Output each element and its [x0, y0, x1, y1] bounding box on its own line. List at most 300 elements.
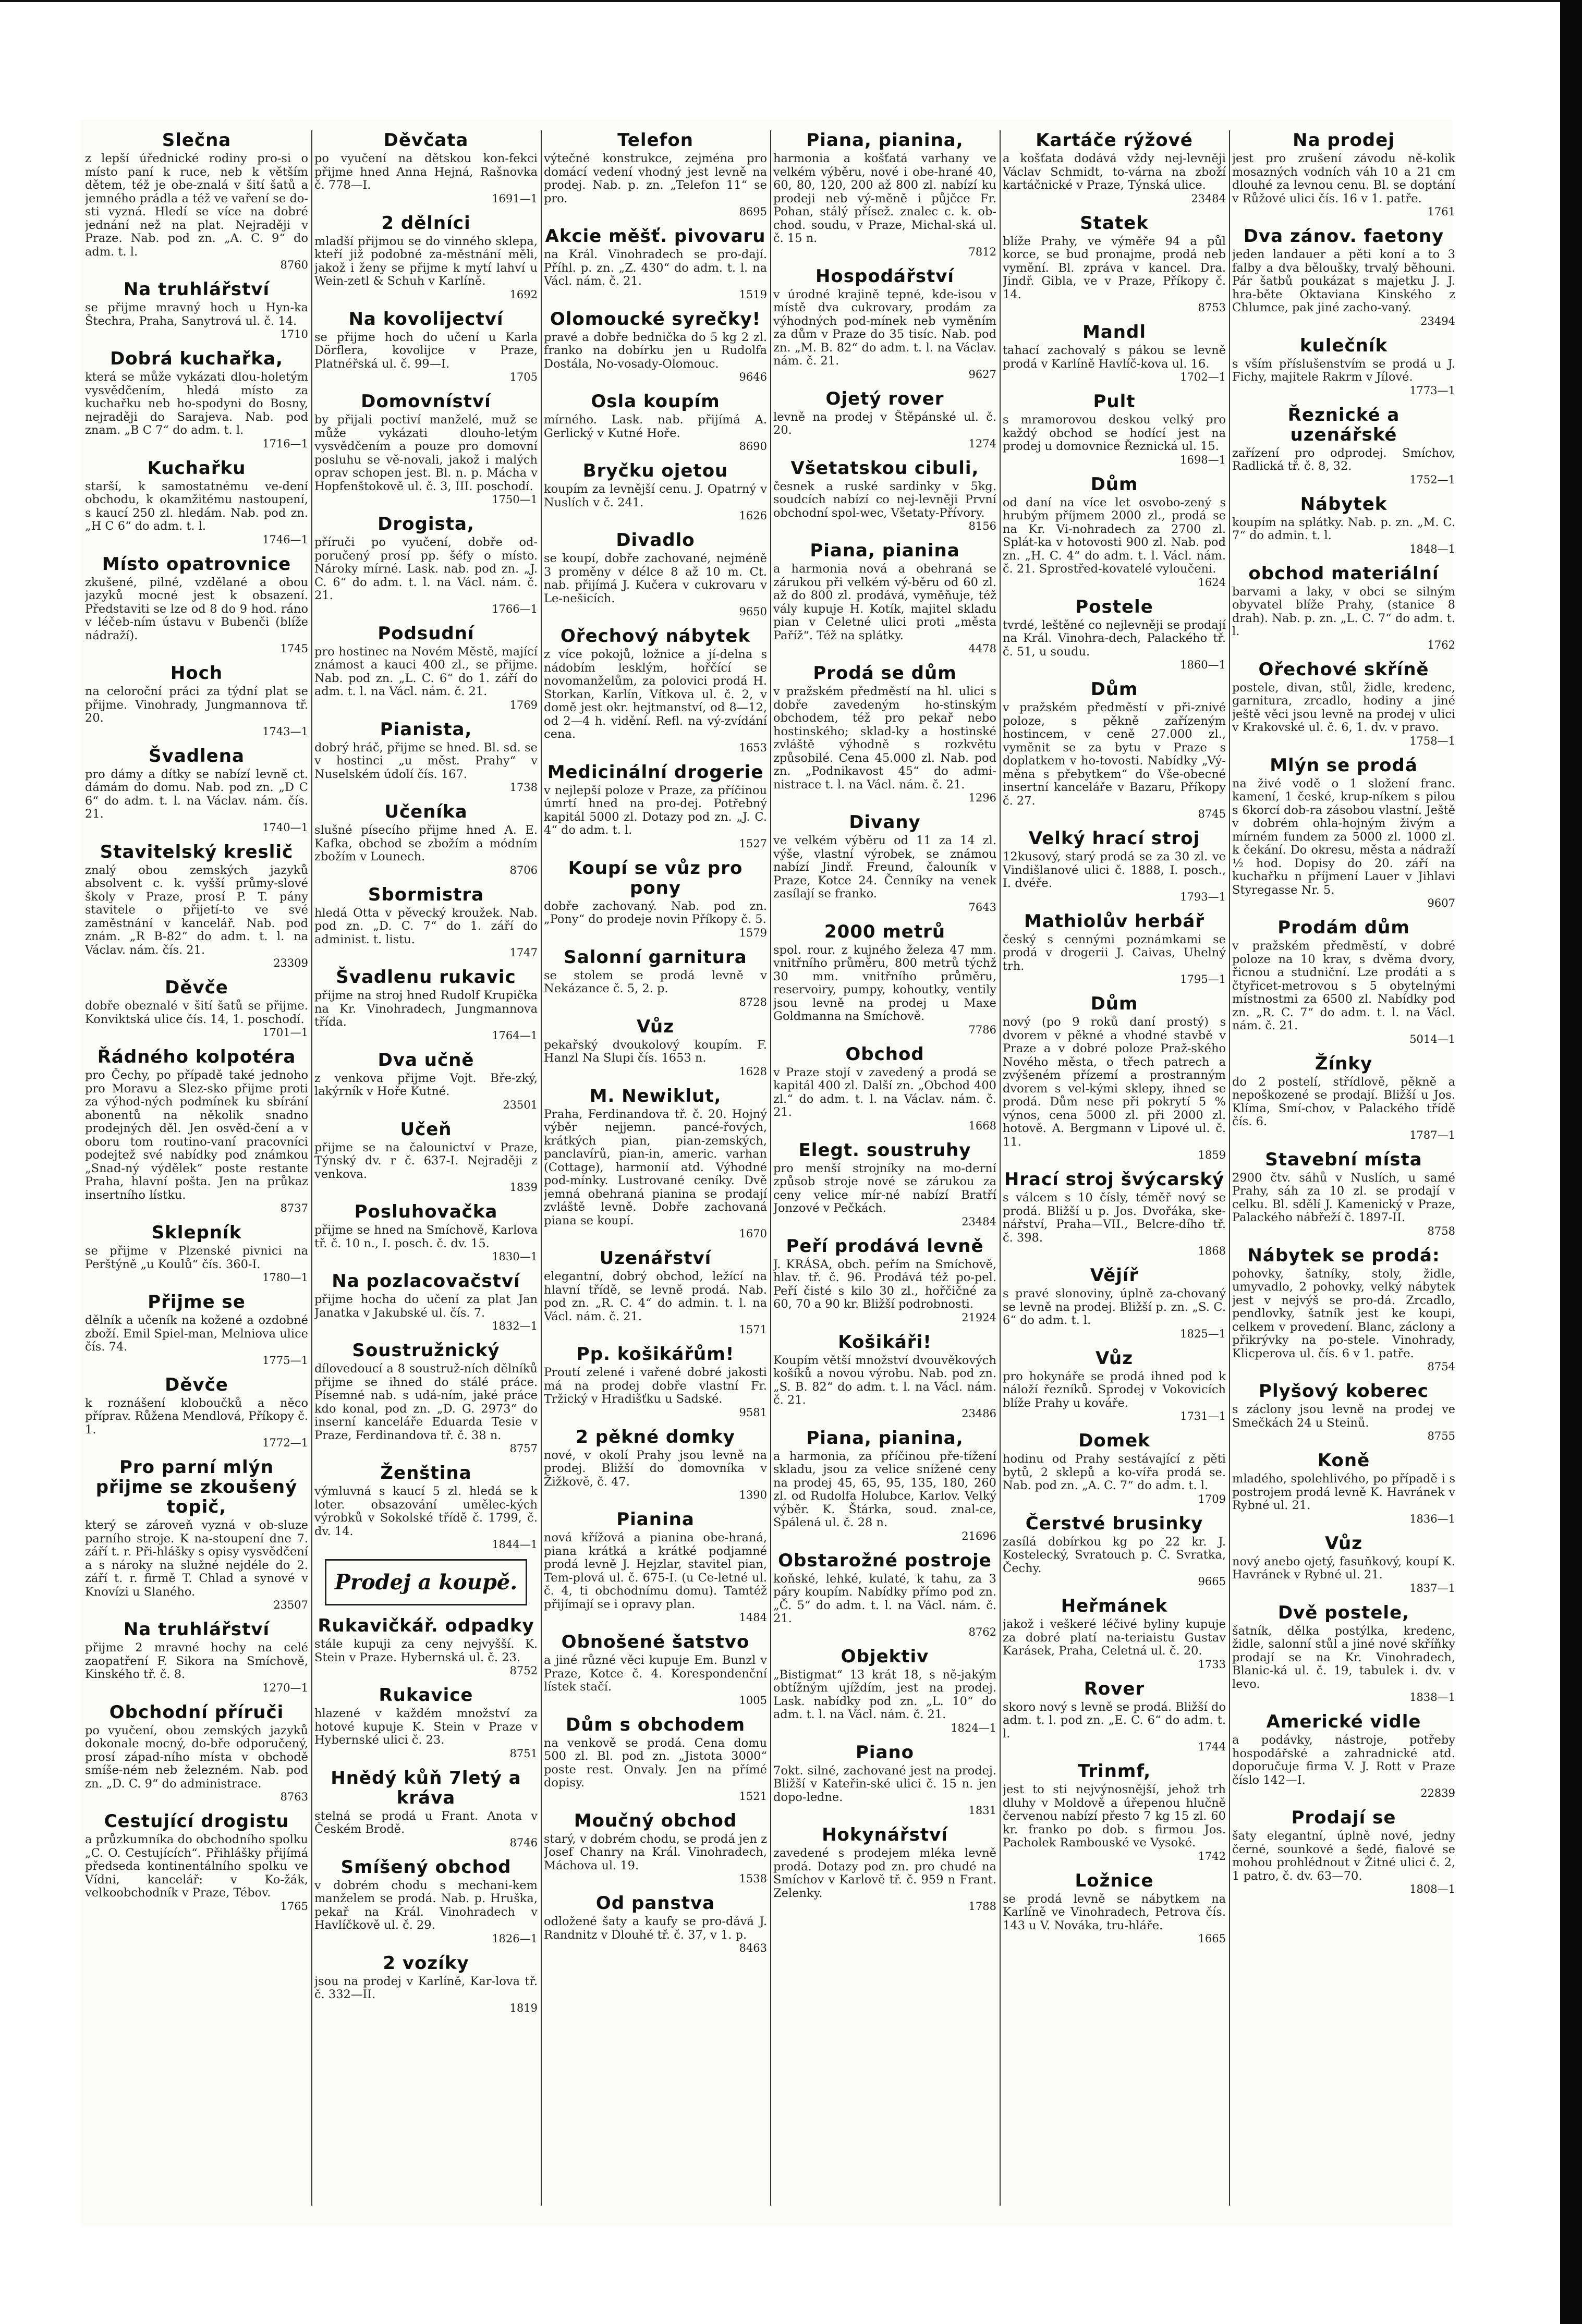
ad-reference-number: 21696 — [962, 1529, 996, 1542]
ad-reference-number: 8755 — [1427, 1430, 1455, 1442]
ad-column-2 — [314, 130, 538, 2216]
ad-reference-number: 1274 — [968, 437, 996, 450]
ad-title: Na kovolijectví — [348, 308, 504, 330]
classified-ad — [314, 624, 538, 711]
ad-text: a podávky, nástroje, potřeby hospodářské a zahradnické atd. doporučuje firma V. J. Rott v Praze číslo 142—I. — [1232, 1733, 1455, 1787]
ad-title: Mandl — [1082, 322, 1146, 343]
ad-title: Medicinální drogerie — [547, 761, 764, 783]
ad-reference-number: 23309 — [273, 957, 308, 969]
ad-reference-number: 1839 — [509, 1181, 538, 1194]
ad-title: Děvče — [165, 1374, 228, 1395]
ad-title: Hoch — [170, 663, 223, 684]
ad-text: hlazené v každém množství za hotové kupuje K. Stein v Praze v Hybernské ulici č. 23. — [314, 1707, 538, 1747]
top-edge-rule — [0, 0, 1582, 2]
ad-title: Dům — [1090, 679, 1138, 700]
classified-ad — [773, 266, 996, 381]
ad-text: v pražském předměstí v při-znivé poloze, s pěkně zařízeným hostincem, v ceně 27.000 zl., vyměnit se za bytu v Praze s doplatkem v ho-tovosti. Nabídky „Vý-měna s přebytkem“ do Vše-obecné insertní kanceláře v Bazaru, Příkopy č. 27. — [1003, 701, 1226, 808]
ad-reference-number: 5014—1 — [1409, 1032, 1455, 1045]
classified-ad — [773, 1332, 996, 1420]
ad-title: Ženština — [380, 1463, 472, 1483]
ad-title: Hospodářství — [815, 265, 955, 287]
classified-ad — [1232, 494, 1455, 555]
ad-reference-number: 1795—1 — [1180, 973, 1226, 985]
ad-text: harmonia a košťatá varhany ve velkém výběru, nové i obe-hrané 40, 60, 80, 120, 200 až 800 zl. nabízí ku prodeji neb vý-měně i půjčce Fr. Pohan, stálý přísež. znalec c. k. ob-chod. soudu, v Praze, Michal-ská ul. č. 15 n. — [773, 152, 996, 245]
classified-ad — [1232, 1534, 1455, 1595]
classified-ad — [1232, 756, 1455, 910]
ad-reference-number: 1837—1 — [1409, 1581, 1455, 1595]
ad-text: v nejlepší poloze v Praze, za příčinou úmrtí hned na pro-dej. Potřebný kapitál 5000 zl. Dotazy pod zn. „J. C. 4“ do adm. t. l. — [544, 783, 767, 837]
ad-reference-number: 8690 — [739, 440, 767, 453]
ad-text: 7okt. silné, zachované jest na prodej. Bližší v Kateřin-ské ulici č. 15 n. jen dopo-ledne. — [773, 1763, 996, 1804]
classified-ad — [314, 1463, 538, 1551]
classified-ad — [544, 1086, 767, 1240]
ad-title: Mathiolův herbář — [1024, 910, 1205, 932]
classified-ad — [1232, 1054, 1455, 1141]
ad-reference-number: 1698—1 — [1180, 453, 1226, 466]
ad-text: Proutí zelené i vařené dobré jakosti má na prodej dobře vlastní Fr. Tržický v Hradišťku u Sadské. — [544, 1366, 767, 1406]
ad-title: Pianista, — [380, 719, 472, 740]
classified-ad — [773, 458, 996, 533]
classified-ad — [314, 1050, 538, 1111]
ad-text: s mramorovou deskou velký pro každý obchod se hodící jest na prodej u domovnice Řeznická ul. 15. — [1003, 413, 1226, 453]
ad-title: Prodám dům — [1277, 917, 1410, 938]
ad-reference-number: 8695 — [739, 205, 767, 218]
classified-ad — [544, 392, 767, 453]
ad-reference-number: 23484 — [1191, 192, 1226, 205]
ad-title: Posluhovačka — [354, 1201, 498, 1222]
ad-text: dílovedoucí a 8 soustruž-ních dělníků přijme se ihned do stálé práce. Písemné nab. s udá-ním, jaké práce kdo konal, pod zn. „D. G. 2973“ do inserní kanceláře Eduarda Tesie v Praze, Ferdinandova tř. č. 38 n. — [314, 1362, 538, 1442]
classified-ad — [85, 978, 308, 1039]
classified-ad — [544, 1811, 767, 1885]
ad-title: Prodá se dům — [813, 663, 957, 684]
ad-reference-number: 9607 — [1427, 897, 1455, 909]
ad-text: český s cennými poznámkami se prodá v drogerii J. Caivas, Uhelný trh. — [1003, 932, 1226, 973]
classified-ad — [1003, 322, 1226, 383]
ad-title: Cestující drogistu — [104, 1811, 289, 1832]
classified-ad — [314, 1202, 538, 1263]
ad-text: výmluvná s kaucí 5 zl. hledá se k loter. obsazování umělec-kých výrobků v Sokolské třídě č. 1799, č. dv. 14. — [314, 1485, 538, 1538]
ad-title: Salonní garnitura — [564, 946, 747, 968]
ad-title: Švadlenu rukavic — [336, 967, 516, 988]
ad-title: 2 vozíky — [383, 1952, 469, 1974]
ad-reference-number: 1788 — [968, 1900, 996, 1913]
ad-reference-number: 1832—1 — [492, 1320, 538, 1332]
ad-title: kulečník — [1299, 335, 1388, 356]
classified-ad — [773, 1825, 996, 1913]
ad-text: pro Čechy, po případě také jednoho pro Moravu a Slez-sko přijme proti za výhod-ných podmínek ku sbírání abonentů na několik snadno prodejných děl. Jen osvěd-čení a v oboru tom routino-vaní pracovníci podejtež své nabídky pod známkou „Snad-ný výdělek“ poste restante Praha, hlavní pošta. Jen na průkaz insertního lístku. — [85, 1068, 308, 1202]
ad-text: koňské, lehké, kulaté, k tahu, za 3 páry koupím. Nabídky přímo pod zn. „Č. 5“ do adm. t. l. na Václ. nám. č. 21. — [773, 1572, 996, 1625]
classified-ad — [544, 309, 767, 384]
ad-text: přijme 2 mravné hochy na celé zaopatření F. Sikora na Smíchově, Kinského tř. č. 8. — [85, 1641, 308, 1681]
classified-ad — [1232, 1246, 1455, 1373]
classified-ad — [773, 922, 996, 1036]
classified-ad — [1232, 336, 1455, 397]
ad-title: Vůz — [636, 1016, 675, 1037]
ad-text: se přijme v Plzenské pivnici na Perštýně „u Koulů“ čís. 360-I. — [85, 1244, 308, 1271]
ad-title: Děvčata — [383, 130, 469, 151]
ad-title: Pult — [1093, 391, 1136, 412]
ad-text: která se může vykázati dlou-holetým vysvědčením, hledá místo za kuchařku neb ho-spodyni do Bosny, nejraději do Sarajeva. Nab. pod znam. „B C 7“ do adm. t. l. — [85, 370, 308, 437]
classified-ad — [314, 309, 538, 384]
ad-reference-number: 1746—1 — [262, 533, 308, 546]
ad-title: Americké vidle — [1266, 1711, 1421, 1732]
ad-title: 2000 metrů — [824, 921, 946, 942]
ad-text: 12kusový, starý prodá se za 30 zl. ve Vindišlanové ulici č. 1888, I. posch., I. dvéře. — [1003, 850, 1226, 890]
ad-reference-number: 1701—1 — [262, 1026, 308, 1039]
ad-title: Heřmánek — [1061, 1596, 1168, 1616]
ad-reference-number: 7812 — [968, 245, 996, 258]
ad-text: s záclony jsou levně na prodej ve Smečkách 24 u Steinů. — [1232, 1403, 1455, 1430]
ad-text: skoro nový s levně se prodá. Bližší do adm. t. l. pod zn. „E. C. 6“ do adm. t. l. — [1003, 1700, 1226, 1741]
ad-title: Stavitelský kreslič — [100, 841, 294, 862]
ad-title: Vějíř — [1090, 1265, 1139, 1286]
ad-text: mírného. Lask. nab. přijímá A. Gerlický v Kutné Hoře. — [544, 413, 767, 440]
ad-title: Dům — [1090, 473, 1138, 495]
ad-reference-number: 1691—1 — [492, 192, 538, 205]
ad-text: levně na prodej v Štěpánské ul. č. 20. — [773, 410, 996, 437]
ad-text: dobře obeznalé v šití šatů se přijme. Konviktská ulice čís. 14, 1. poschodí. — [85, 999, 308, 1026]
column-divider — [1000, 130, 1001, 2206]
classified-ad — [544, 530, 767, 618]
ad-text: se stolem se prodá levně v Nekázance č. 5, 2. p. — [544, 968, 767, 995]
ad-text: dobře zachovaný. Nab. pod zn. „Pony“ do prodeje novin Příkopy č. 5. — [544, 899, 767, 926]
ad-text: jest to sti nejvýnosnější, jehož trh dluhy v Moldově a úřepenou hlučně červenou nabízí přesto 7 kg 15 zl. 60 kr. franko po dob. s firmou Jos. Pacholek Rambouské ve Vysoké. — [1003, 1783, 1226, 1850]
ad-text: po vyučení na dětskou kon-fekci přijme hned Anna Hejná, Rašnovka č. 778—I. — [314, 152, 538, 192]
ad-reference-number: 1626 — [739, 509, 767, 522]
ad-text: tvrdé, leštěné co nejlevněji se prodají na Král. Vinohra-dech, Palackého tř. č. 51, u soudu. — [1003, 618, 1226, 659]
ad-title: Dva zánov. faetony — [1243, 226, 1444, 247]
classified-ad — [1232, 1808, 1455, 1895]
classified-ad — [1003, 597, 1226, 672]
ad-reference-number: 1769 — [509, 698, 538, 711]
ad-title: Učeníka — [384, 801, 468, 822]
classified-ad — [314, 514, 538, 615]
classified-ad — [544, 1248, 767, 1336]
ad-text: koupím za levnější cenu. J. Opatrný v Nuslích v č. 241. — [544, 482, 767, 509]
ad-reference-number: 1838—1 — [1409, 1691, 1455, 1704]
ad-text: na venkově se prodá. Cena domu 500 zl. Bl. pod zn. „Jistota 3000“ poste rest. Onvaly. Jen na přímé dopisy. — [544, 1736, 767, 1790]
ad-text: dobrý hráč, přijme se hned. Bl. sd. se v hostinci „u měst. Prahy“ v Nuselském údolí čís. 167. — [314, 740, 538, 781]
classified-ad — [773, 1140, 996, 1228]
classified-ad — [314, 1768, 538, 1849]
classified-ad — [85, 130, 308, 271]
ad-reference-number: 1750—1 — [492, 493, 538, 506]
ad-text: z lepší úřednické rodiny pro-si o místo paní k ruce, neb k větším dětem, též je obe-znalá v šití šatů a jemného prádla a též ve vaření se do-sti vyzná. Hledí se více na dobré jednání než na plat. Nejraději v Praze. Nab. pod zn. „A. C. 9“ do adm. t. l. — [85, 152, 308, 259]
classified-ad — [1232, 564, 1455, 651]
classified-ad — [1003, 1431, 1226, 1505]
ad-title: Místo opatrovnice — [102, 553, 291, 575]
classified-ad — [1003, 130, 1226, 205]
classified-ad — [773, 541, 996, 655]
ad-reference-number: 1740—1 — [262, 821, 308, 834]
ad-reference-number: 8753 — [1198, 301, 1226, 314]
ad-title: Na prodej — [1293, 130, 1395, 151]
ad-title: Pianina — [616, 1509, 695, 1530]
classified-ad — [314, 1120, 538, 1194]
ad-reference-number: 1819 — [509, 2001, 538, 2014]
ad-text: v dobrém chodu s mechani-kem manželem se prodá. Nab. p. Hruška, pekař na Král. Vinohradech v Havlíčkově ul. č. 29. — [314, 1878, 538, 1932]
ad-reference-number: 1628 — [739, 1065, 767, 1078]
ad-text: 2900 čtv. sáhů v Nuslích, u samé Prahy, sáh za 10 zl. se prodají v celku. Bl. sdělí J. Kamenický v Praze, Palackého nábřeží č. 1897-II. — [1232, 1171, 1455, 1224]
classified-ad — [314, 802, 538, 877]
ad-text: stále kupuji za ceny nejvyšší. K. Stein v Praze. Hybernská ul. č. 23. — [314, 1637, 538, 1664]
ad-text: který se zároveň vyzná v ob-sluze parního stroje. K na-stoupení dne 7. září t. r. Při-hlášky s opisy vysvědčení a s nároky na služné nejdéle do 2. září t. r. firmě T. Chlad a synové v Knovízi u Slaného. — [85, 1518, 308, 1599]
classified-ad — [1003, 829, 1226, 903]
column-divider — [541, 130, 542, 2206]
ad-reference-number: 1868 — [1198, 1245, 1226, 1257]
classified-ad — [773, 812, 996, 914]
ad-column-3 — [544, 130, 767, 2216]
ad-title: Akcie měšť. pivovaru — [545, 226, 766, 247]
ad-text: do 2 postelí, střídlově, pěkně a nepoškozené se prodají. Bližší u Jos. Klíma, Smí-chov, v Palackého třídě čís. 6. — [1232, 1075, 1455, 1128]
ad-text: spol. rour. z kujného železa 47 mm. vnitřního průměru, 800 metrů týchž 30 mm. vnitřního průměru, reservoiry, pumpy, kohoutky, ventily jsou levně na prodej u Maxe Goldmanna na Smíchově. — [773, 943, 996, 1023]
classified-ad — [1003, 1348, 1226, 1423]
ad-title: Nábytek se prodá: — [1247, 1245, 1440, 1266]
classified-ad — [544, 130, 767, 218]
ad-text: slušné písecího přijme hned A. E. Kafka, obchod se zbožím a módním zbožím v Lounech. — [314, 823, 538, 863]
ad-reference-number: 1826—1 — [492, 1932, 538, 1945]
ad-reference-number: 9627 — [968, 368, 996, 381]
ad-title: Hokynářství — [822, 1824, 948, 1845]
ad-title: Moučný obchod — [574, 1810, 737, 1831]
ad-text: jeden landauer a pěti koní a to 3 falby a dva běloušky, trvalý běhouni. Pár šatbů poukázat s majetku J. J. hra-běte Oktaviana Kinského z Chlumce, pak jiné zacho-vaný. — [1232, 248, 1455, 314]
ad-text: s pravé slonoviny, úplně za-chovaný se levně na prodej. Bližší p. zn. „S. C. 6“ do adm. t. l. — [1003, 1287, 1226, 1327]
classified-ad — [544, 947, 767, 1008]
ad-title: Ložnice — [1075, 1870, 1154, 1891]
ad-text: příruči po vyučení, dobře od-poručený prosí pp. šéfy o místo. Nároky mírné. Lask. nab. pod zn. „J. C. 6“ do adm. t. l. na Václ. nám. č. 21. — [314, 536, 538, 602]
ad-text: dělník a učeník na kožené a ozdobné zboží. Emil Spiel-man, Melniova ulice čís. 74. — [85, 1313, 308, 1354]
ad-reference-number: 1758—1 — [1409, 734, 1455, 747]
ad-text: přijme se na čalounictví v Praze, Týnský dv. r č. 637-I. Nejraději z venkova. — [314, 1140, 538, 1181]
ad-reference-number: 8751 — [509, 1747, 538, 1760]
classified-ad — [544, 1510, 767, 1624]
classified-ad — [314, 720, 538, 794]
classified-ad — [773, 1236, 996, 1324]
ad-reference-number: 1859 — [1198, 1149, 1226, 1161]
ad-text: v Praze stojí v zavedený a prodá se kapitál 400 zl. Další zn. „Obchod 400 zl.“ do adm. t. l. na Václav. nám. č. 21. — [773, 1065, 996, 1119]
ad-text: pro dámy a dítky se nabízí levně ct. dámám do domu. Nab. pod zn. „D C 6“ do adm. t. l. na Václav. nám. čís. 21. — [85, 767, 308, 821]
ad-reference-number: 1808—1 — [1409, 1883, 1455, 1895]
ad-title: obchod materiální — [1248, 563, 1439, 584]
ad-reference-number: 1733 — [1198, 1658, 1226, 1671]
ad-title: Postele — [1075, 596, 1153, 617]
ad-title: Sklepník — [151, 1222, 242, 1243]
ad-text: z více pokojů, ložnice a jí-delna s nádobím lesklým, hořčící se novomanželům, za polovici prodá H. Storkan, Karlín, Vítkova ul. č. 2, v domě jest okr. hejtmanství, od 8—12, od 2—4 h. vidění. Refl. na vý-zvídání cena. — [544, 648, 767, 741]
ad-reference-number: 8156 — [968, 520, 996, 532]
ad-title: Statek — [1080, 212, 1149, 234]
ad-text: pro hostinec na Novém Městě, mající známost a kauci 400 zl., se přijme. Nab. pod zn. „L. C. 6“ do 1. září do adm. t. l. na Václ. nám. č. 21. — [314, 644, 538, 698]
ad-text: hodinu od Prahy sestávající z pěti bytů, 2 sklepů a ko-vířa prodá se. Nab. pod zn. „A. C. 7“ do adm. t. l. — [1003, 1452, 1226, 1492]
ad-title: Elegt. soustruhy — [798, 1139, 971, 1161]
ad-text: česnek a ruské sardinky v 5kg. soudcích nabízí co nej-levněji První obchodní spol-wec, Všetaty-Přívory. — [773, 479, 996, 520]
ad-text: zkušené, pilné, vzdělané a obou jazyků mocné jest k obsazení. Představiti se lze od 8 do 9 hod. ráno v léčeb-ním ústavu v Bubenči (blíže nádraží). — [85, 575, 308, 642]
ad-title: Obchodní příruči — [109, 1701, 284, 1723]
ad-title: Pp. košikářům! — [576, 1344, 735, 1365]
ad-title: Rukavičkář. odpadky — [318, 1615, 534, 1636]
ad-reference-number: 1738 — [509, 781, 538, 794]
classified-ad — [314, 1685, 538, 1760]
ad-text: mladého, spolehlivého, po případě i s postrojem prodá levně K. Havránek v Rybné ul. 21. — [1232, 1472, 1455, 1512]
ad-reference-number: 23494 — [1420, 314, 1455, 327]
classified-ad — [85, 349, 308, 450]
classified-ad — [85, 663, 308, 738]
classified-ad — [544, 762, 767, 850]
ad-title: Mlýn se prodá — [1270, 755, 1418, 776]
ad-title: Koně — [1317, 1450, 1370, 1471]
classified-ad — [1232, 660, 1455, 747]
ad-reference-number: 1848—1 — [1409, 542, 1455, 555]
ad-title: Divany — [849, 812, 921, 833]
classified-ad — [85, 1702, 308, 1804]
ad-reference-number: 1860—1 — [1180, 659, 1226, 671]
ad-reference-number: 1653 — [739, 741, 767, 754]
classified-ad — [1003, 994, 1226, 1161]
ad-title: Řádného kolpotéra — [97, 1047, 296, 1067]
ad-text: a harmonia nová a obehraná se zárukou při velkém vý-běru od 60 zl. až do 800 zl. prodává, vyměňuje, též vály kupuje H. Kotík, majitel skladu pian v Celetné ulici proti „města Paříž“. Též na splátky. — [773, 562, 996, 642]
section-notice-text: Prodej a koupě. — [334, 1570, 518, 1595]
ad-text: blíže Prahy, ve výměře 94 a půl korce, se bud pronajme, prodá neb vymění. Bl. zpráva v kancel. Dra. Jindř. Gibla, ve v Praze, Příkopy č. 14. — [1003, 234, 1226, 301]
classified-ad — [1232, 918, 1455, 1045]
ad-reference-number: 1793—1 — [1180, 890, 1226, 903]
classified-ad — [314, 1341, 538, 1455]
ad-reference-number: 1752—1 — [1409, 473, 1455, 486]
ad-title: Obchod — [845, 1043, 924, 1065]
classified-ad — [773, 1551, 996, 1638]
ad-title: Piana, pianina, — [806, 1427, 964, 1449]
ad-reference-number: 7643 — [968, 901, 996, 914]
ad-title: Bryčku ojetou — [582, 460, 728, 481]
ad-text: nové, v okolí Prahy jsou levně na prodej. Bližší do domovníka v Žižkově, č. 47. — [544, 1448, 767, 1489]
ad-title: Nábytek — [1300, 493, 1388, 515]
ad-reference-number: 1668 — [968, 1119, 996, 1132]
ad-text: v pražském předměstí na hl. ulici s dobře zavedeným ho-stinským obchodem, též pro pekař nebo hostinského; sklad-ky a hostinské zvláště výhodně s rozkvětu způsobilé. Cena 45.000 zl. Nab. pod zn. „Podnikavost 45“ do admi-nistrace t. l. na Václ. nám. č. 21. — [773, 685, 996, 792]
ad-reference-number: 1780—1 — [262, 1271, 308, 1284]
classified-ad — [544, 461, 767, 522]
ad-column-6 — [1232, 130, 1455, 2216]
classified-ad — [773, 389, 996, 450]
ad-reference-number: 1762 — [1427, 638, 1455, 651]
ad-title: Na pozlacovačství — [332, 1271, 520, 1292]
ad-text: přijme se hned na Smíchově, Karlova tř. č. 10 n., I. posch. č. dv. 15. — [314, 1223, 538, 1250]
ad-reference-number: 1519 — [739, 288, 767, 301]
classified-ad — [773, 130, 996, 258]
classified-ad — [1232, 130, 1455, 218]
ad-reference-number: 1716—1 — [262, 437, 308, 450]
ad-text: po vyučení, obou zemských jazyků dokonale mocný, do-bře odporučený, prosí západ-ního místa v obchodě smíše-ném neb železném. Nab. pod zn. „D. C. 9“ do administrace. — [85, 1723, 308, 1791]
classified-ad — [544, 1344, 767, 1419]
ad-reference-number: 8760 — [280, 259, 308, 271]
classified-ad — [1232, 226, 1455, 327]
ad-title: Ojetý rover — [825, 388, 944, 409]
ad-title: Pro parní mlýn přijme se zkoušený topič, — [95, 1457, 298, 1517]
classified-ad — [773, 1647, 996, 1734]
ad-title: Slečna — [162, 130, 232, 151]
classified-ad — [85, 1292, 308, 1367]
classified-ad — [1003, 1170, 1226, 1257]
ad-title: Kartáče rýžové — [1036, 130, 1193, 151]
ad-text: mladší přijmou se do vinného sklepa, kteří již podobné za-městnání měli, jakož i ženy se přijme k mytí lahví u Wein-zetl & Schuh v Karlíně. — [314, 234, 538, 288]
ad-reference-number: 23507 — [273, 1599, 308, 1611]
column-divider — [1229, 130, 1230, 2206]
classified-ad — [1003, 1596, 1226, 1671]
classified-ad — [544, 858, 767, 939]
classified-ad — [1003, 1761, 1226, 1863]
ad-reference-number: 4478 — [968, 642, 996, 655]
ad-text: jest pro zrušení závodu ně-kolik mosazných vodních váh 10 a 21 cm dlouhé za levnou cenu. Bl. se doptání v Růžové ulici čís. 16 v 1. patře. — [1232, 152, 1455, 205]
ad-reference-number: 1775—1 — [262, 1354, 308, 1367]
ad-reference-number: 1743—1 — [262, 725, 308, 738]
ad-title: Žínky — [1315, 1053, 1373, 1074]
ad-reference-number: 1766—1 — [492, 602, 538, 615]
section-notice-box — [325, 1559, 527, 1605]
ad-reference-number: 1747 — [509, 946, 538, 959]
ad-title: Olomoucké syrečky! — [550, 308, 761, 330]
ad-title: Osla koupím — [591, 391, 720, 412]
ad-title: Koupí se vůz pro pony — [568, 857, 743, 898]
ad-text: přijme hocha do učení za plat Jan Janatka v Jakubské ul. čís. 7. — [314, 1293, 538, 1320]
ad-reference-number: 1742 — [1198, 1850, 1226, 1863]
classified-ad — [85, 1457, 308, 1611]
ad-title: Dvě postele, — [1277, 1602, 1410, 1623]
ad-reference-number: 1538 — [739, 1872, 767, 1885]
ad-reference-number: 9581 — [739, 1406, 767, 1419]
classified-ad — [544, 1893, 767, 1954]
classified-ad — [85, 1375, 308, 1450]
classified-ad — [314, 213, 538, 301]
ad-title: Dům — [1090, 993, 1138, 1014]
classified-ad — [1232, 1712, 1455, 1799]
classified-ad — [544, 1715, 767, 1803]
classified-ad — [1003, 213, 1226, 314]
classified-ad — [1232, 405, 1455, 486]
ad-text: Praha, Ferdinandova tř. č. 20. Hojný výběr nejjemn. pancé-řových, krátkých pian, pian-zemských, panclavírů, pian-in, americ. varhan (Cottage), harmonií atd. Výhodné pod-mínky. Lustrované ceníky. Dvě jemná obehraná pianina se prodají zvláště levně. Dobře zachovaná piana se koupí. — [544, 1107, 767, 1227]
ad-reference-number: 8463 — [739, 1942, 767, 1954]
ad-title: Ořechový nábytek — [560, 626, 751, 647]
ad-text: v pražském předměstí, v dobré poloze na 10 krav, s dvěma dvory, řicnou a studniční. Lze prodáti a s čtyřicet-metrovou s 5 obytelnými místnostmi za 6500 zl. Nabídky pod zn. „R. C. 7“ do adm. t. l. na Václ. nám. č. 21. — [1232, 939, 1455, 1032]
ad-text: tahací zachovalý s pákou se levně prodá v Karlíně Havlíč-kova ul. 16. — [1003, 344, 1226, 371]
ad-text: zařízení pro odprodej. Smíchov, Radlická tř. č. 8, 32. — [1232, 446, 1455, 473]
ad-reference-number: 1296 — [968, 792, 996, 804]
classified-ad — [1003, 1871, 1226, 1945]
ad-text: se přijme hoch do učení u Karla Dörflera, kovolijce v Praze, Platnéřská ul. č. 99—I. — [314, 330, 538, 371]
ad-title: Košikáři! — [838, 1331, 932, 1353]
ad-title: Piana, pianina, — [806, 130, 964, 151]
ad-text: „Bistigmat“ 13 krát 18, s ně-jakým obtížným ujíždím, jest na prodej. Lask. nabídky pod zn. „L. 10“ do adm. t. l. na Václ. nám. č. 21. — [773, 1668, 996, 1721]
ad-title: Čerstvé brusinky — [1025, 1513, 1203, 1534]
ad-text: znalý obou zemských jazyků absolvent c. k. vyšší průmy-slové školy v Praze, prosí P. T. pány stavitele o přijetí-to ve své zaměstnání v kancelář. Nab. pod znám. „R B-82“ do adm. t. l. na Václav. nám. čís. 21. — [85, 863, 308, 957]
classified-ad — [314, 1616, 538, 1677]
ad-reference-number: 1270—1 — [262, 1681, 308, 1694]
ad-reference-number: 1787—1 — [1409, 1128, 1455, 1141]
ad-reference-number: 1773—1 — [1409, 384, 1455, 397]
ad-text: starší, k samostatnému ve-dení obchodu, k okamžitému nastoupení, s kaucí 250 zl. hledám. Nab. pod zn. „H C 6“ do adm. t. l. — [85, 479, 308, 533]
ad-reference-number: 1390 — [739, 1489, 767, 1501]
ad-title: Dobrá kuchařka, — [110, 348, 283, 369]
ad-column-4 — [773, 130, 996, 2216]
ad-title: Od panstva — [595, 1893, 715, 1914]
ad-title: Telefon — [617, 130, 693, 151]
ad-text: nový anebo ojetý, fasuňkový, koupí K. Havránek v Rybné ul. 21. — [1232, 1554, 1455, 1581]
classified-ad — [1003, 911, 1226, 986]
ad-text: šaty elegantní, úplně nové, jedny černé, sounkové a šedé, fialové se mohou prohlédnout v Žitné ulici č. 2, 1 patro, č. dv. 63—70. — [1232, 1829, 1455, 1883]
classified-ad — [314, 1271, 538, 1332]
classified-ad — [544, 1632, 767, 1707]
classified-ad — [1232, 1381, 1455, 1442]
ad-text: s vším příslušenstvím se prodá u J. Fichy, majitele Rakrm v Jílové. — [1232, 357, 1455, 384]
ad-text: a košťata dodává vždy nej-levněji Václav Schmidt, to-várna na zboží kartáčnické v Praze, Týnská ulice. — [1003, 152, 1226, 192]
classified-ad — [85, 279, 308, 340]
classified-ad — [314, 130, 538, 205]
